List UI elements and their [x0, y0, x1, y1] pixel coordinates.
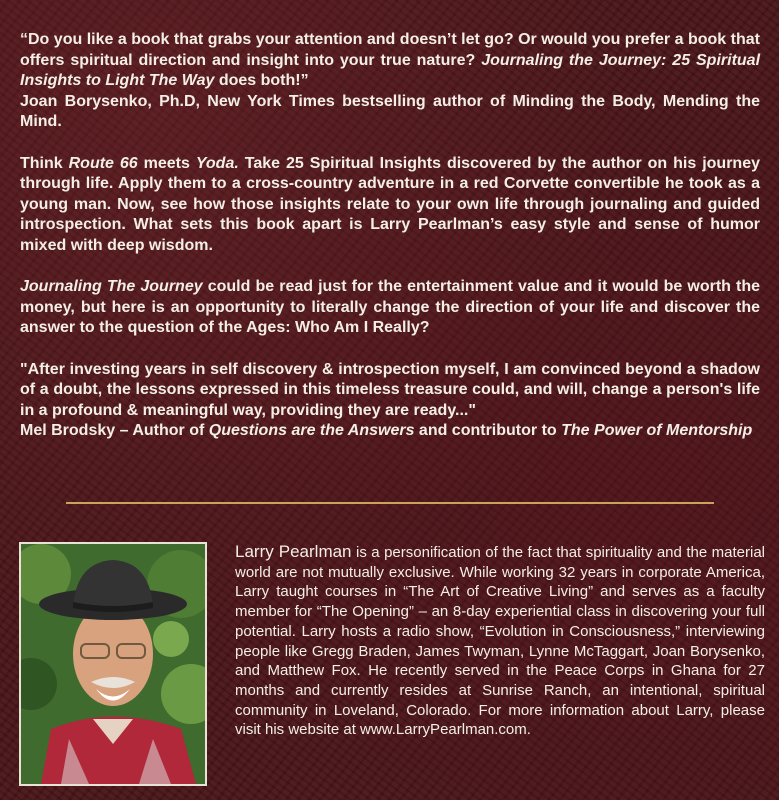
mentorship-book-title: The Power of Mentorship: [561, 422, 753, 439]
author-bio-text: is a personification of the fact that spirituality and the material world are not mutually exclusive. While working 32 years in corporate America, Larry taught courses in “The Art of Creative Living” and serves as a faculty member for “The Opening” – an 8-day experiential class in discovering your full potential. Larry hosts a radio show, “Evolution in Consciousness,” interviewing people like Gregg Braden, James Twyman, Lynne McTaggart, Joan Borysenko, and Matthew Fox. He recently served in the Peace Corps in Ghana for 27 months and currently resides at Sunrise Ranch, an intentional, spiritual community in Loveland, Colorado. For more information about Larry, please visit his website at www.LarryPearlman.com.: [235, 544, 765, 739]
author-portrait-illustration: [21, 544, 205, 784]
value-paragraph: [20, 277, 760, 339]
author-bio: [235, 542, 765, 740]
book-title: Journaling the Journey: 25 Spiritual Insights to Light The Way: [20, 51, 761, 89]
description-paragraph: [20, 154, 760, 257]
endorsement-quote-part1: “Do you like a book that grabs your attention and doesn’t let go? Or would you prefer a book that offers spiritual direction and insight into your true nature?: [20, 31, 760, 69]
endorsement-quote-part2: does both!”: [214, 72, 309, 89]
book-title-short: Journaling The Journey: [20, 278, 203, 295]
brodsky-attribution-1: Mel Brodsky – Author of: [20, 422, 209, 439]
brodsky-book-title: Questions are the Answers: [208, 422, 415, 439]
brodsky-quote: "After investing years in self discovery & introspection myself, I am convinced beyond a shadow of a doubt, the lessons expressed in this timeless treasure could, and will, change a person's life in a profound & meaningful way, providing they are ready...": [20, 360, 760, 419]
brodsky-attribution-2: and contributor to: [414, 422, 562, 439]
yoda-text: Yoda.: [195, 154, 239, 172]
description-text-1: Think: [20, 154, 69, 172]
route-66-text: Route 66: [68, 154, 138, 172]
endorsement-brodsky: [20, 360, 760, 442]
description-text-3: Take 25 Spiritual Insights discovered by the author on his journey through life. Apply them to a cross-country adventure in a red Corvette convertible he took as a young man. Now, see how those insights relate to your own life through journaling and guided introspection. What sets this book apart is Larry Pearlman’s easy style and sense of humor mixed with deep wisdom.: [20, 154, 760, 254]
endorsement-borysenko: [20, 30, 760, 133]
value-text: could be read just for the entertainment value and it would be worth the money, but here is an opportunity to literally change the direction of your life and discover the answer to the question of the Ages: Who Am I Really?: [20, 278, 761, 336]
gold-divider: [66, 502, 714, 504]
author-photo: [19, 542, 207, 786]
description-text-2: meets: [137, 154, 196, 172]
endorsement-attribution: Joan Borysenko, Ph.D, New York Times bestselling author of Minding the Body, Mending the Mind.: [20, 92, 760, 130]
back-cover-blurb: [20, 30, 760, 463]
author-name: Larry Pearlman: [235, 542, 352, 561]
